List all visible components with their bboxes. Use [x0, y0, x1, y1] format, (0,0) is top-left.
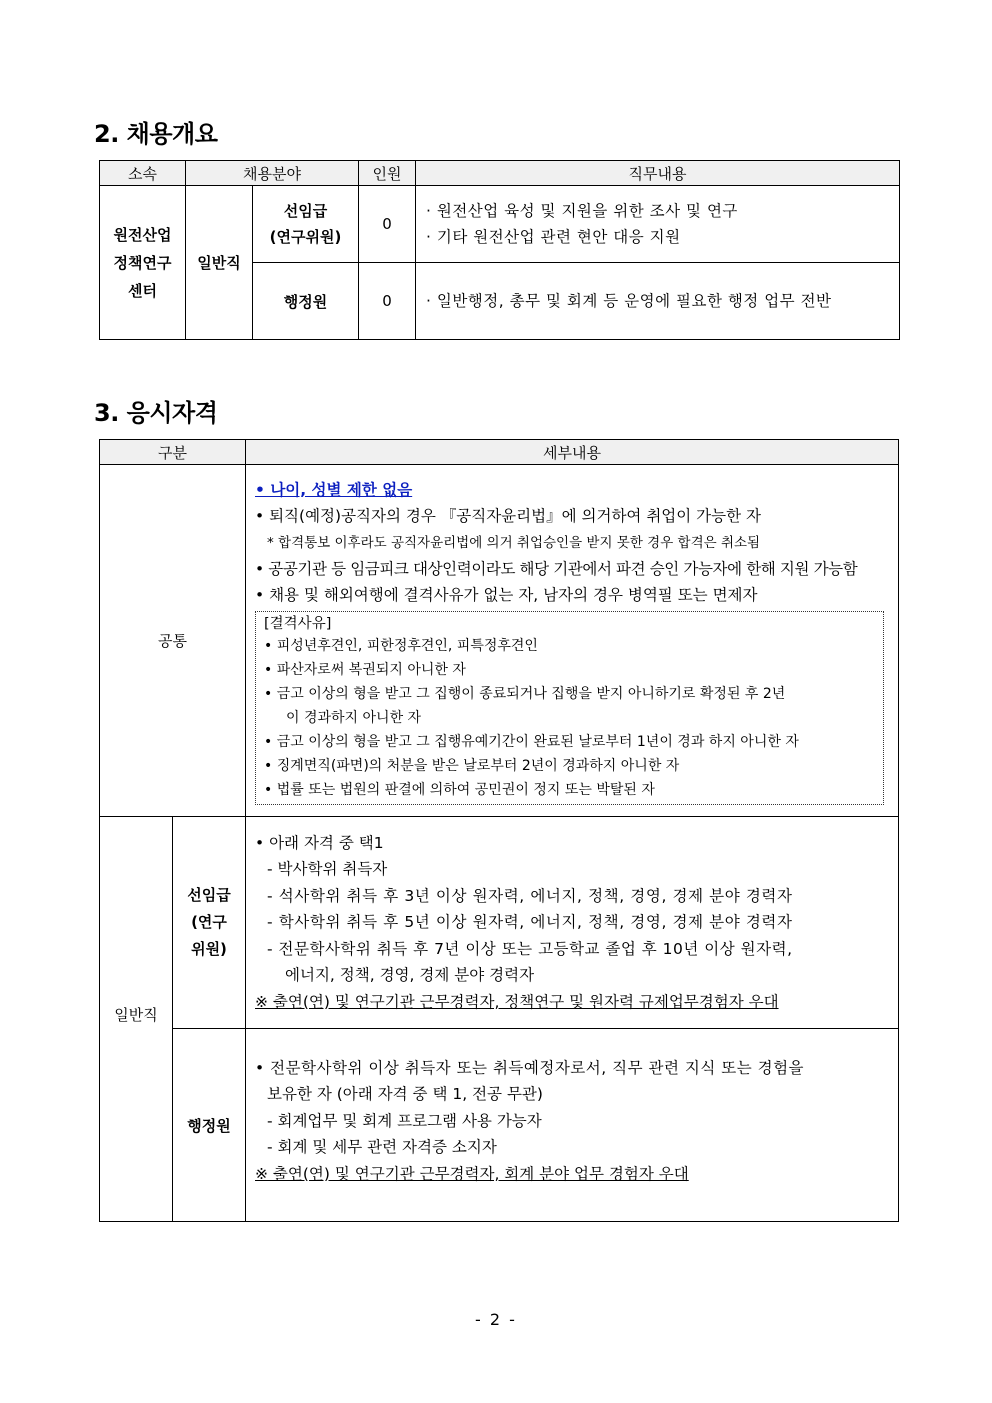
senior-line: - 석사학위 취득 후 3년 이상 원자력, 에너지, 정책, 경영, 경제 분야 경력자	[267, 886, 793, 905]
header-count: 인원	[359, 161, 416, 186]
duties-cell	[416, 263, 900, 340]
header-division: 구분	[100, 440, 246, 465]
disqualification-item: • 금고 이상의 형을 받고 그 집행이 종료되거나 집행을 받지 아니하기로 확정된 후 2년	[264, 685, 786, 702]
table-header-row	[100, 440, 899, 465]
field-label: 선임급	[283, 202, 328, 220]
admin-line: • 전문학사학위 이상 취득자 또는 취득예정자로서, 직무 관련 지식 또는 경험을	[255, 1058, 805, 1077]
disqualification-item: • 파산자로써 복권되지 아니한 자	[264, 661, 466, 678]
section-title-overview: 2. 채용개요	[94, 120, 218, 148]
disqualification-item: • 법률 또는 법원의 판결에 의하여 공민권이 정지 또는 박탈된 자	[264, 781, 655, 798]
field-cell-senior	[253, 186, 359, 263]
senior-line: - 학사학위 취득 후 5년 이상 원자력, 에너지, 정책, 경영, 경제 분야 경력자	[267, 913, 793, 932]
field-label: (연구위원)	[269, 228, 342, 246]
common-label: 공통	[100, 465, 246, 817]
header-duties: 직무내용	[416, 161, 900, 186]
count-cell: 0	[359, 263, 416, 340]
disqualification-box	[255, 611, 884, 805]
common-line-emphasis: • 나이, 성별 제한 없음	[255, 480, 413, 499]
duties-cell	[416, 186, 900, 263]
senior-line: - 박사학위 취득자	[267, 860, 388, 879]
senior-line: • 아래 자격 중 택1	[255, 833, 384, 852]
affiliation-line: 정책연구	[113, 253, 172, 272]
duty-line: · 기타 원전산업 관련 현안 대응 지원	[426, 228, 681, 246]
qualifications-table	[99, 439, 899, 1222]
disqualification-item: • 피성년후견인, 피한정후견인, 피특정후견인	[264, 637, 538, 654]
common-line: • 채용 및 해외여행에 결격사유가 없는 자, 남자의 경우 병역필 또는 면제자	[255, 586, 758, 604]
admin-preference: ※ 출연(연) 및 연구기관 근무경력자, 회계 분야 업무 경험자 우대	[255, 1164, 689, 1183]
field-cell-admin: 행정원	[253, 263, 359, 340]
admin-label: 행정원	[173, 1029, 246, 1222]
category-cell: 일반직	[186, 186, 253, 340]
common-line: • 퇴직(예정)공직자의 경우 『공직자윤리법』에 의거하여 취업이 가능한 자	[255, 507, 761, 525]
duty-line: · 원전산업 육성 및 지원을 위한 조사 및 연구	[426, 202, 738, 220]
common-details	[246, 465, 899, 817]
affiliation-line: 센터	[128, 281, 157, 300]
senior-line: - 전문학사학위 취득 후 7년 이상 또는 고등학교 졸업 후 10년 이상 원자력,	[267, 939, 793, 958]
common-note: * 합격통보 이후라도 공직자윤리법에 의거 취업승인을 받지 못한 경우 합격은 취소됨	[267, 534, 761, 551]
recruitment-overview-table	[99, 160, 900, 340]
senior-label-line: 선임급	[187, 886, 231, 904]
senior-label	[173, 817, 246, 1029]
admin-line: - 회계업무 및 회계 프로그램 사용 가능자	[267, 1111, 542, 1130]
duty-line: · 일반행정, 총무 및 회계 등 운영에 필요한 행정 업무 전반	[426, 292, 832, 310]
affiliation-line: 원전산업	[113, 225, 172, 244]
admin-details	[246, 1029, 899, 1222]
section-title-qualifications: 3. 응시자격	[94, 399, 218, 427]
page-number: - 2 -	[475, 1310, 517, 1329]
admin-line: 보유한 자 (아래 자격 중 택 1, 전공 무관)	[267, 1085, 543, 1104]
table-row-senior	[100, 817, 899, 1029]
table-header-row	[100, 161, 900, 186]
disqualification-item-continued: 이 경과하지 아니한 자	[286, 709, 422, 726]
disqualification-item: • 금고 이상의 형을 받고 그 집행유예기간이 완료된 날로부터 1년이 경과 하지 아니한 자	[264, 733, 799, 750]
header-details: 세부내용	[246, 440, 899, 465]
affiliation-cell	[100, 186, 186, 340]
common-line: • 공공기관 등 임금피크 대상인력이라도 해당 기관에서 파견 승인 가능자에 한해 지원 가능함	[255, 559, 858, 578]
senior-line: 에너지, 정책, 경영, 경제 분야 경력자	[285, 966, 535, 985]
senior-details	[246, 817, 899, 1029]
table-row-common	[100, 465, 899, 817]
header-field: 채용분야	[186, 161, 359, 186]
admin-line: - 회계 및 세무 관련 자격증 소지자	[267, 1138, 497, 1157]
general-label-text: 일반직	[114, 1005, 158, 1024]
table-row-admin	[100, 1029, 899, 1222]
disqualification-title: [결격사유]	[264, 615, 332, 632]
senior-label-line: (연구	[191, 913, 227, 931]
general-label	[100, 817, 173, 1222]
disqualification-item: • 징계면직(파면)의 처분을 받은 날로부터 2년이 경과하지 아니한 자	[264, 757, 680, 774]
count-cell: 0	[359, 186, 416, 263]
senior-preference: ※ 출연(연) 및 연구기관 근무경력자, 정책연구 및 원자력 규제업무경험자 우대	[255, 992, 779, 1011]
senior-label-line: 위원)	[191, 940, 227, 958]
table-row	[100, 186, 900, 263]
header-affiliation: 소속	[100, 161, 186, 186]
